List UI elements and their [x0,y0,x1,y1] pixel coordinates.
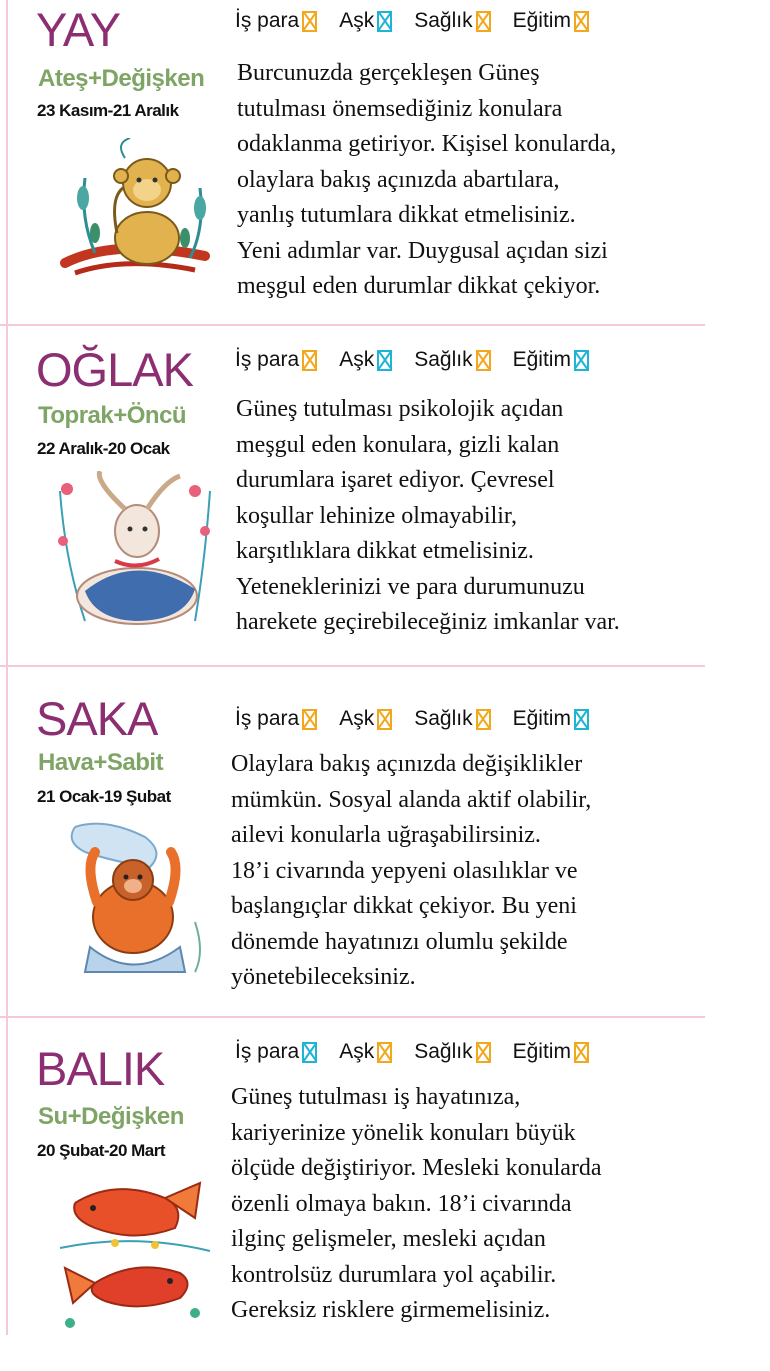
checkbox-x-icon [302,709,317,730]
text-line: Olaylara bakış açınızda değişiklikler [231,751,583,777]
text-line: Güneş tutulması psikolojik açıdan [236,396,564,422]
text-line: olaylara bakış açınızda abartılara, [237,166,560,193]
category-label: İş para [235,1040,300,1063]
category-label: Eğitim [512,1040,571,1063]
text-line: Burcunuzda gerçekleşen Güneş [237,60,540,86]
text-line: Yeteneklerinizi ve para durumunuzu [236,573,585,600]
category-egitim [513,348,589,372]
checkbox-x-icon [476,11,491,32]
sign-name: OĞLAK [36,343,193,396]
sign-section-saka [0,667,770,1017]
category-label: İş para [235,9,300,32]
sign-element: Toprak+Öncü [38,402,187,429]
checkbox-x-icon [476,1042,491,1063]
text-line: özenli olmaya bakın. 18’i civarında [231,1190,572,1217]
sign-element: Ateş+Değişken [38,65,205,92]
text-line: meşgul eden durumlar dikkat çekiyor. [237,273,601,299]
category-saglik [414,707,490,731]
text-line: kariyerinize yönelik konuları büyük [231,1119,576,1146]
category-label: Sağlık [414,707,473,730]
bear-illustration [55,822,215,982]
category-is-para [235,348,317,372]
text-line: harekete geçirebileceğiniz imkanlar var. [236,609,620,635]
text-line: ilginç gelişmeler, mesleki açıdan [231,1226,546,1252]
category-ask [339,9,392,33]
sign-name: SAKA [36,692,158,745]
text-line: koşullar lehinize olmayabilir, [236,502,517,529]
category-label: Aşk [339,348,375,371]
text-line: Yeni adımlar var. Duygusal açıdan sizi [237,237,608,264]
category-label: Aşk [339,9,375,32]
text-line: 18’i civarında yepyeni olasılıklar ve [231,857,578,884]
text-line: başlangıçlar dikkat çekiyor. Bu yeni [231,893,577,919]
text-line: Güneş tutulması iş hayatınıza, [231,1084,521,1110]
category-label: Sağlık [414,348,473,371]
checkbox-x-icon [574,350,589,371]
category-saglik [414,9,490,33]
category-row [235,348,589,372]
sign-section-balik [0,1018,770,1338]
category-label: Sağlık [414,1040,473,1063]
horoscope-text [231,747,711,996]
category-label: İş para [235,707,300,730]
text-line: meşgul eden konulara, gizli kalan [236,431,560,458]
sign-dates: 23 Kasım-21 Aralık [37,101,179,120]
text-line: tutulması önemsediğiniz konulara [237,95,563,122]
text-line: Gereksiz risklere girmemelisiniz. [231,1297,551,1323]
text-line: karşıtlıklara dikkat etmelisiniz. [236,538,534,564]
category-row [235,1040,589,1064]
category-saglik [414,348,490,372]
checkbox-x-icon [377,350,392,371]
checkbox-x-icon [574,709,589,730]
text-line: durumlara işaret ediyor. Çevresel [236,467,555,493]
text-line: kontrolsüz durumlara yol açabilir. [231,1261,557,1288]
sign-dates: 20 Şubat-20 Mart [37,1141,166,1160]
checkbox-x-icon [302,11,317,32]
sign-section-yay [0,0,770,325]
checkbox-x-icon [574,1042,589,1063]
category-label: Eğitim [512,707,571,730]
checkbox-x-icon [574,11,589,32]
category-ask [339,707,392,731]
category-row [235,9,589,33]
category-label: Aşk [339,1040,375,1063]
checkbox-x-icon [377,1042,392,1063]
category-egitim [513,9,589,33]
category-row [235,707,589,731]
category-ask [339,1040,392,1064]
sign-element: Su+Değişken [38,1103,184,1130]
category-is-para [235,707,317,731]
checkbox-x-icon [377,709,392,730]
fish-illustration [55,1173,215,1333]
sign-name: YAY [36,3,121,56]
category-is-para [235,9,317,33]
sign-dates: 22 Aralık-20 Ocak [37,439,170,458]
text-line: dönemde hayatınızı olumlu şekilde [231,928,568,955]
checkbox-x-icon [476,709,491,730]
category-label: Eğitim [512,348,571,371]
horoscope-text [231,1080,711,1329]
category-label: Eğitim [512,9,571,32]
sign-element: Hava+Sabit [38,749,164,776]
category-egitim [513,707,589,731]
horoscope-text [237,56,717,305]
text-line: odaklanma getiriyor. Kişisel konularda, [237,131,617,157]
text-line: ailevi konularla uğraşabilirsiniz. [231,822,541,848]
sign-name: BALIK [36,1042,165,1095]
sign-dates: 21 Ocak-19 Şubat [37,787,171,806]
category-saglik [414,1040,490,1064]
monkey-illustration [55,138,215,298]
checkbox-x-icon [476,350,491,371]
text-line: ölçüde değiştiriyor. Mesleki konularda [231,1155,602,1181]
text-line: mümkün. Sosyal alanda aktif olabilir, [231,786,592,813]
checkbox-x-icon [377,11,392,32]
category-is-para [235,1040,317,1064]
text-line: yanlış tutumlara dikkat etmelisiniz. [237,202,576,228]
category-ask [339,348,392,372]
horoscope-text [236,392,716,641]
sign-section-oglak [0,326,770,666]
checkbox-x-icon [302,1042,317,1063]
goat-illustration [55,471,215,631]
checkbox-x-icon [302,350,317,371]
text-line: yönetebileceksiniz. [231,964,416,990]
category-label: İş para [235,348,300,371]
category-egitim [513,1040,589,1064]
category-label: Sağlık [414,9,473,32]
category-label: Aşk [339,707,375,730]
